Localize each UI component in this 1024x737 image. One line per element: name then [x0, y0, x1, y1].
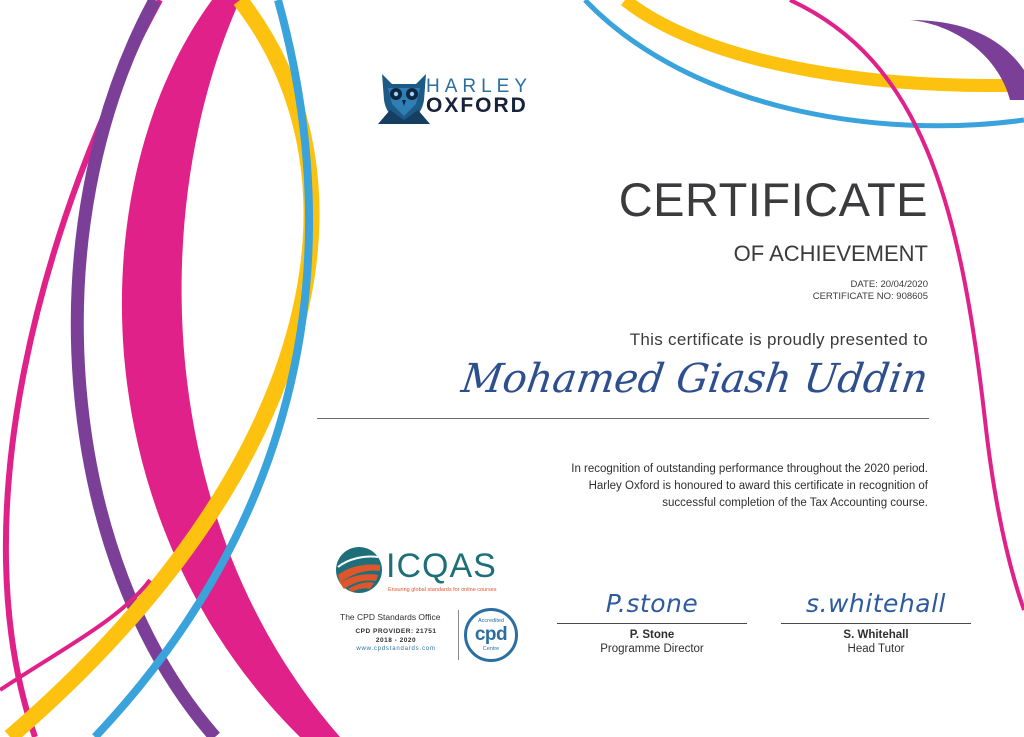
certificate-number: CERTIFICATE NO: 908605 — [812, 291, 928, 302]
recipient-name: Mohamed Giash Uddin — [459, 356, 932, 402]
cpd-provider: CPD PROVIDER: 21751 — [355, 628, 437, 635]
certificate-subtitle: OF ACHIEVEMENT — [733, 241, 928, 266]
cpd-badge-bottom: Centre — [482, 646, 500, 652]
signature-line — [781, 623, 971, 624]
cpd-accreditation — [336, 608, 526, 662]
signature-block-director — [557, 585, 747, 655]
cpd-office: The CPD Standards Office — [340, 612, 441, 622]
cpd-url: www.cpdstandards.com — [356, 646, 436, 652]
signatory-name: S. Whitehall — [843, 629, 909, 641]
signatory-name: P. Stone — [629, 629, 675, 641]
harley-oxford-logo — [376, 70, 556, 124]
signature-line — [557, 623, 747, 624]
name-underline — [317, 418, 929, 419]
logo-word-bottom: OXFORD — [426, 94, 528, 117]
cpd-divider — [458, 610, 459, 660]
certificate-title: CERTIFICATE — [618, 173, 928, 226]
certificate-date: DATE: 20/04/2020 — [850, 279, 928, 290]
recognition-text — [508, 461, 928, 512]
recognition-line: successful completion of the Tax Accounting course. — [662, 497, 928, 509]
icqas-logo — [334, 545, 524, 597]
recognition-line: Harley Oxford is honoured to award this certificate in recognition of — [588, 480, 928, 492]
signature: s.whitehall — [806, 589, 946, 618]
logo-word-top: HARLEY — [426, 76, 533, 97]
icqas-name: ICQAS — [386, 547, 497, 585]
cpd-badge-main: cpd — [474, 624, 508, 645]
owl-icon — [376, 70, 432, 124]
signature-block-tutor — [781, 585, 971, 655]
icqas-globe-icon — [334, 545, 384, 595]
cpd-years: 2018 - 2020 — [375, 637, 417, 644]
recognition-line: In recognition of outstanding performance throughout the 2020 period. — [571, 463, 928, 475]
signatory-role: Head Tutor — [847, 643, 905, 655]
signature: P.stone — [605, 589, 699, 618]
presented-to-text: This certificate is proudly presented to — [629, 330, 928, 349]
cpd-badge-top: Accredited — [478, 618, 504, 624]
icqas-tagline: Ensuring global standards for online courses — [388, 587, 497, 593]
cpd-badge — [464, 608, 518, 662]
ribbon-magenta-wide — [122, 0, 340, 737]
signatory-role: Programme Director — [600, 643, 704, 655]
